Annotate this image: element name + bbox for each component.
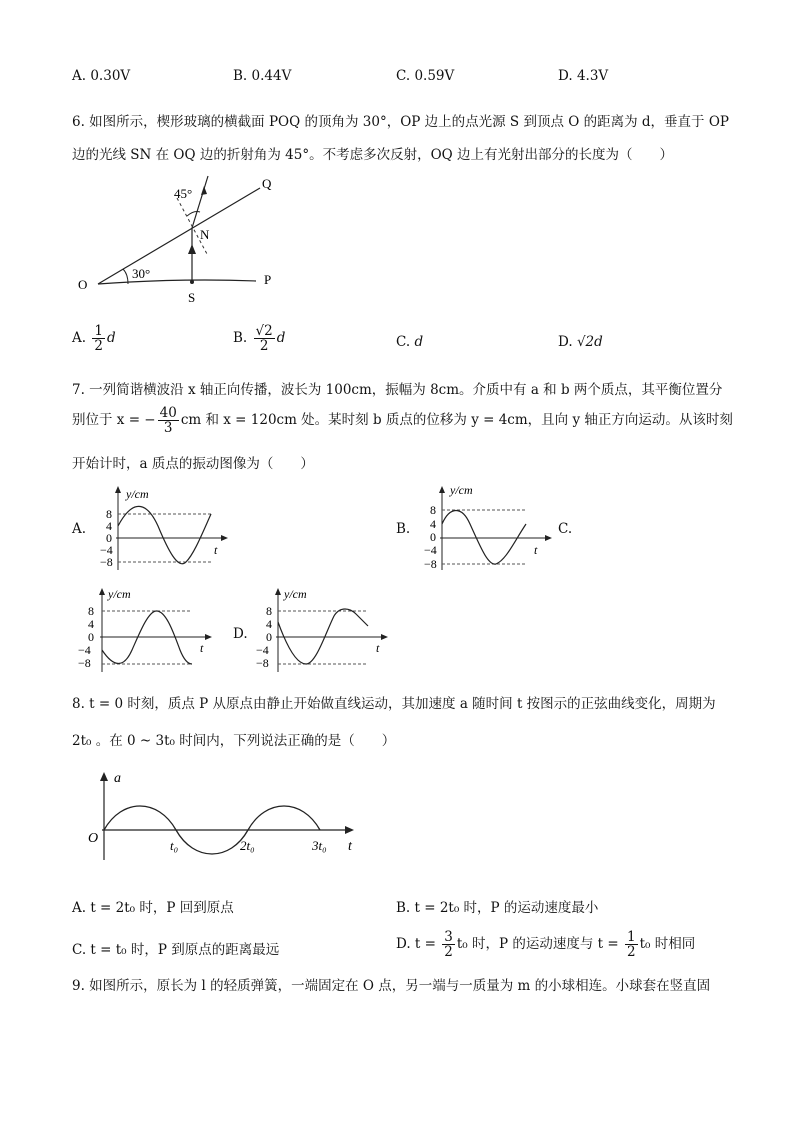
- text-segment: D. t =: [396, 936, 436, 953]
- q8-stem-line2: 2t₀ 。在 0 ~ 3t₀ 时间内，下列说法正确的是（ ）: [72, 733, 396, 749]
- option-text: d: [414, 334, 424, 350]
- tick-8: 8: [106, 507, 112, 521]
- denominator: 2: [94, 338, 103, 355]
- point-o-label: O: [78, 277, 88, 292]
- tick-neg4: −4: [100, 543, 113, 557]
- tick-4: 4: [88, 617, 94, 631]
- q7-stem-line1: 7. 一列简谐横波沿 x 轴正向传播，波长为 100cm，振幅为 8cm。介质中有 a 和 b 两个质点，其平衡位置分: [72, 382, 723, 398]
- point-s-label: S: [188, 290, 196, 305]
- fraction: [625, 930, 638, 959]
- text-segment: t₀ 时相同: [639, 936, 696, 953]
- x-axis-label: t: [376, 641, 380, 655]
- option-label: D.: [558, 68, 573, 84]
- q8-option-a: A. t = 2t₀ 时，P 回到原点: [72, 900, 234, 916]
- denominator: 2: [259, 338, 269, 355]
- q7-option-d-label: D.: [233, 626, 248, 642]
- q5-option-a: [72, 68, 130, 84]
- angle-30-label: 30°: [132, 266, 151, 281]
- option-label: D.: [558, 334, 573, 350]
- q6-option-c: [396, 334, 423, 350]
- y-axis-label: y/cm: [284, 587, 307, 601]
- q7-option-c-label: C.: [558, 521, 573, 537]
- fraction: [442, 930, 455, 959]
- q7-graph-c: [60, 584, 220, 676]
- q6-option-d: [558, 334, 603, 350]
- option-label: C.: [396, 334, 411, 350]
- q7-stem-line2: [72, 406, 733, 435]
- option-label: A.: [72, 330, 87, 347]
- text-segment: 别位于 x = −: [72, 412, 156, 429]
- q5-option-d: [558, 68, 608, 84]
- tick-neg4: −4: [78, 643, 91, 657]
- fraction: [158, 406, 179, 435]
- text-segment: t₀ 时，P 的运动速度与 t =: [456, 936, 619, 953]
- y-axis-label: a: [114, 771, 121, 786]
- numerator: 3: [444, 929, 453, 945]
- tick-neg8: −8: [100, 555, 113, 569]
- origin-label: O: [88, 831, 99, 846]
- tick-neg8: −8: [424, 557, 437, 571]
- q7-graph-b: [410, 484, 560, 574]
- tick-neg8: −8: [78, 656, 91, 670]
- tick-8: 8: [430, 503, 436, 517]
- tick-8: 8: [266, 604, 272, 618]
- numerator: 1: [94, 323, 103, 339]
- option-text: 4.3V: [576, 68, 609, 84]
- tick-4: 4: [106, 519, 112, 533]
- tick-0: 0: [430, 530, 436, 544]
- q8-option-b: B. t = 2t₀ 时，P 的运动速度最小: [396, 900, 599, 916]
- denominator: 2: [626, 944, 636, 961]
- q7-graph-a: [86, 484, 236, 574]
- q7-graph-d: [244, 584, 394, 676]
- x-axis-label: t: [200, 641, 204, 655]
- denominator: 2: [444, 944, 453, 961]
- numerator: √2: [255, 323, 273, 339]
- numerator: 40: [159, 405, 177, 421]
- y-axis-label: y/cm: [108, 587, 131, 601]
- tick-0: 0: [88, 630, 94, 644]
- fraction: [254, 324, 275, 353]
- y-axis-label: y/cm: [126, 487, 149, 501]
- option-text: d: [106, 330, 116, 347]
- tick-neg4: −4: [256, 643, 269, 657]
- y-axis-label: y/cm: [450, 484, 473, 497]
- point-q-label: Q: [262, 176, 272, 191]
- q5-option-b: [233, 68, 291, 84]
- q5-option-c: [396, 68, 454, 84]
- tick-neg4: −4: [424, 543, 437, 557]
- numerator: 1: [626, 929, 636, 945]
- q9-stem-line1: 9. 如图所示，原长为 l 的轻质弹簧，一端固定在 O 点，另一端与一质量为 m 的小球相连。小球套在竖直固: [72, 978, 711, 994]
- x-axis-label: t: [214, 543, 218, 557]
- q6-stem-line2: 边的光线 SN 在 OQ 边的折射角为 45°。不考虑多次反射，OQ 边上有光射出部分的长度为（ ）: [72, 147, 674, 163]
- option-text: 0.44V: [251, 68, 292, 84]
- point-p-label: P: [264, 272, 272, 287]
- x-axis-label: t: [534, 543, 538, 557]
- tick-neg8: −8: [256, 656, 269, 670]
- x-axis-label: t: [348, 839, 352, 854]
- option-label: A.: [72, 68, 87, 84]
- option-label: B.: [233, 68, 248, 84]
- tick-4: 4: [266, 617, 272, 631]
- tick-0: 0: [106, 531, 112, 545]
- point-n-label: N: [200, 227, 210, 242]
- tick-3t0: 3t₀: [312, 838, 327, 853]
- option-text: √2d: [576, 334, 603, 350]
- q6-stem-line1: 6. 如图所示，楔形玻璃的横截面 POQ 的顶角为 30°，OP 边上的点光源 S 到顶点 O 的距离为 d，垂直于 OP: [72, 114, 729, 130]
- angle-45-label: 45°: [174, 186, 193, 201]
- q6-wedge-figure: [70, 168, 290, 310]
- tick-2t0: 2t₀: [240, 838, 255, 853]
- q7-option-b-label: B.: [396, 521, 411, 537]
- q8-stem-line1: 8. t = 0 时刻，质点 P 从原点由静止开始做直线运动，其加速度 a 随时间 t 按图示的正弦曲线变化，周期为: [72, 696, 716, 712]
- q6-option-a: [72, 324, 116, 353]
- q6-option-b: [233, 324, 285, 353]
- option-label: B.: [233, 330, 248, 347]
- q8-option-c: C. t = t₀ 时，P 到原点的距离最远: [72, 942, 280, 958]
- option-text: 0.59V: [414, 68, 455, 84]
- tick-0: 0: [266, 630, 272, 644]
- q7-stem-line3: 开始计时，a 质点的振动图像为（ ）: [72, 456, 314, 472]
- q7-option-a-label: A.: [72, 521, 87, 537]
- tick-4: 4: [430, 517, 436, 531]
- denominator: 3: [163, 420, 173, 437]
- text-segment: cm 和 x = 120cm 处。某时刻 b 质点的位移为 y = 4cm，且向 y 轴正方向运动。从该时刻: [180, 412, 733, 429]
- q8-acceleration-figure: [78, 768, 368, 864]
- option-text: d: [276, 330, 286, 347]
- q8-option-d: [396, 930, 695, 959]
- option-text: 0.30V: [90, 68, 131, 84]
- fraction: [92, 324, 105, 353]
- tick-t0: t₀: [170, 838, 179, 853]
- option-label: C.: [396, 68, 411, 84]
- tick-8: 8: [88, 604, 94, 618]
